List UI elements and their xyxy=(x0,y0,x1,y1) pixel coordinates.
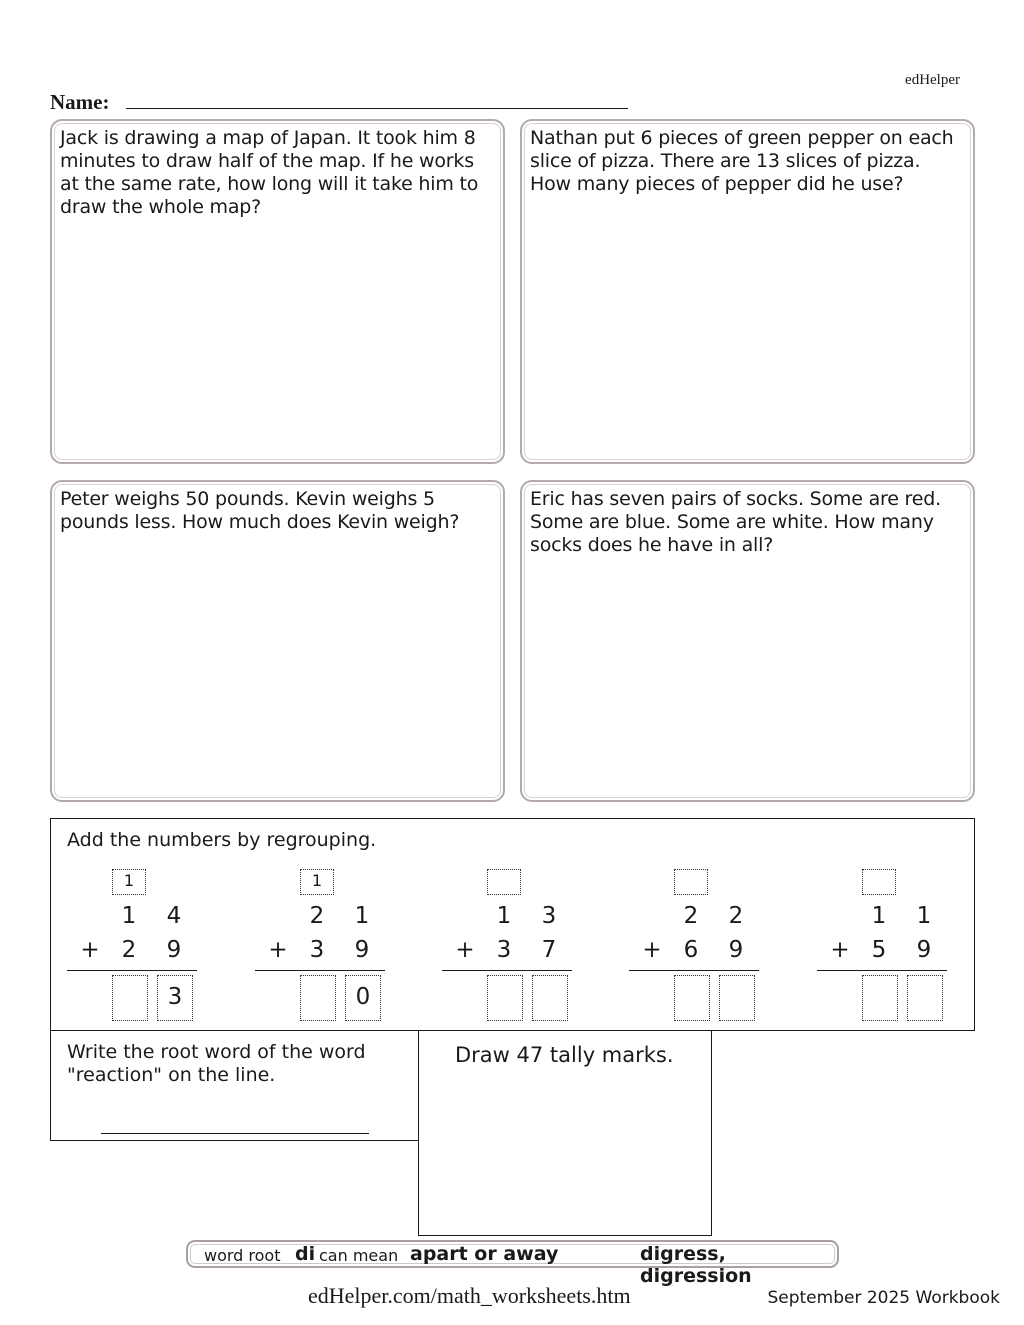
word-problem-1-text: Jack is drawing a map of Japan. It took him 8 minutes to draw half of the map. If he works at the same rate, how long will it take him to draw the whole map? xyxy=(60,127,479,218)
word-root-meaning: apart or away xyxy=(410,1243,559,1265)
carry-box[interactable] xyxy=(674,869,708,895)
addition-problem-4 xyxy=(629,869,764,1024)
addend-top-ones: 2 xyxy=(728,903,744,929)
addend-top-ones: 1 xyxy=(354,903,370,929)
addend-top-tens: 1 xyxy=(871,903,887,929)
answer-ones-box[interactable] xyxy=(719,975,755,1021)
word-root-banner xyxy=(186,1240,839,1287)
addend-bottom-ones: 9 xyxy=(354,937,370,963)
sum-line xyxy=(442,970,572,971)
word-problem-2-text: Nathan put 6 pieces of green pepper on each slice of pizza. There are 13 slices of pizza. How many pieces of pepper did he use? xyxy=(530,127,954,195)
name-label: Name: xyxy=(50,90,110,114)
carry-box[interactable] xyxy=(862,869,896,895)
can-mean-label: can mean xyxy=(319,1246,399,1265)
plus-sign: + xyxy=(80,937,100,963)
root-word-prompt: Write the root word of the word "reaction" on the line. xyxy=(67,1041,366,1086)
addend-top-tens: 2 xyxy=(683,903,699,929)
addition-section xyxy=(50,818,975,1031)
footer-workbook: September 2025 Workbook xyxy=(767,1288,1000,1308)
word-problem-3[interactable] xyxy=(50,480,505,802)
brand-label: edHelper xyxy=(905,72,960,88)
carry-box[interactable]: 1 xyxy=(112,869,146,895)
addend-top-ones: 3 xyxy=(541,903,557,929)
addend-bottom-ones: 7 xyxy=(541,937,557,963)
word-root: di xyxy=(295,1243,316,1265)
answer-tens-box[interactable] xyxy=(300,975,336,1021)
addend-top-tens: 1 xyxy=(496,903,512,929)
addend-bottom-ones: 9 xyxy=(916,937,932,963)
tally-prompt: Draw 47 tally marks. xyxy=(455,1043,674,1067)
addend-top-tens: 1 xyxy=(121,903,137,929)
footer-url: edHelper.com/math_worksheets.htm xyxy=(308,1283,631,1308)
answer-ones-box[interactable] xyxy=(907,975,943,1021)
word-problem-2[interactable] xyxy=(520,119,975,464)
root-word-section xyxy=(50,1030,420,1141)
addition-problem-3 xyxy=(442,869,577,1024)
sum-line xyxy=(255,970,385,971)
addend-bottom-tens: 3 xyxy=(496,937,512,963)
answer-ones-box[interactable]: 0 xyxy=(345,975,381,1021)
sum-line xyxy=(817,970,947,971)
addend-bottom-tens: 6 xyxy=(683,937,699,963)
word-root-label: word root xyxy=(204,1246,281,1265)
addend-bottom-tens: 3 xyxy=(309,937,325,963)
answer-tens-box[interactable] xyxy=(674,975,710,1021)
word-root-examples: digress, digression xyxy=(640,1243,752,1287)
plus-sign: + xyxy=(830,937,850,963)
name-line[interactable] xyxy=(126,108,628,109)
addition-title: Add the numbers by regrouping. xyxy=(67,829,377,851)
answer-ones-box[interactable] xyxy=(532,975,568,1021)
sum-line xyxy=(629,970,759,971)
plus-sign: + xyxy=(455,937,475,963)
answer-ones-box[interactable]: 3 xyxy=(157,975,193,1021)
addend-bottom-ones: 9 xyxy=(166,937,182,963)
plus-sign: + xyxy=(642,937,662,963)
addend-top-ones: 1 xyxy=(916,903,932,929)
tally-section[interactable] xyxy=(418,1030,712,1236)
answer-tens-box[interactable] xyxy=(112,975,148,1021)
carry-box[interactable]: 1 xyxy=(300,869,334,895)
addend-top-tens: 2 xyxy=(309,903,325,929)
word-problem-3-text: Peter weighs 50 pounds. Kevin weighs 5 pounds less. How much does Kevin weigh? xyxy=(60,488,460,533)
sum-line xyxy=(67,970,197,971)
word-problem-4-text: Eric has seven pairs of socks. Some are red. Some are blue. Some are white. How many socks does he have in all? xyxy=(530,488,941,556)
addend-bottom-ones: 9 xyxy=(728,937,744,963)
word-problem-1[interactable] xyxy=(50,119,505,464)
carry-box[interactable] xyxy=(487,869,521,895)
addition-problem-5 xyxy=(817,869,952,1024)
addition-problem-1 xyxy=(67,869,202,1024)
plus-sign: + xyxy=(268,937,288,963)
addend-top-ones: 4 xyxy=(166,903,182,929)
answer-tens-box[interactable] xyxy=(487,975,523,1021)
word-problem-4[interactable] xyxy=(520,480,975,802)
addend-bottom-tens: 5 xyxy=(871,937,887,963)
addend-bottom-tens: 2 xyxy=(121,937,137,963)
answer-tens-box[interactable] xyxy=(862,975,898,1021)
addition-problem-2 xyxy=(255,869,390,1024)
root-word-answer-line[interactable] xyxy=(101,1133,369,1134)
